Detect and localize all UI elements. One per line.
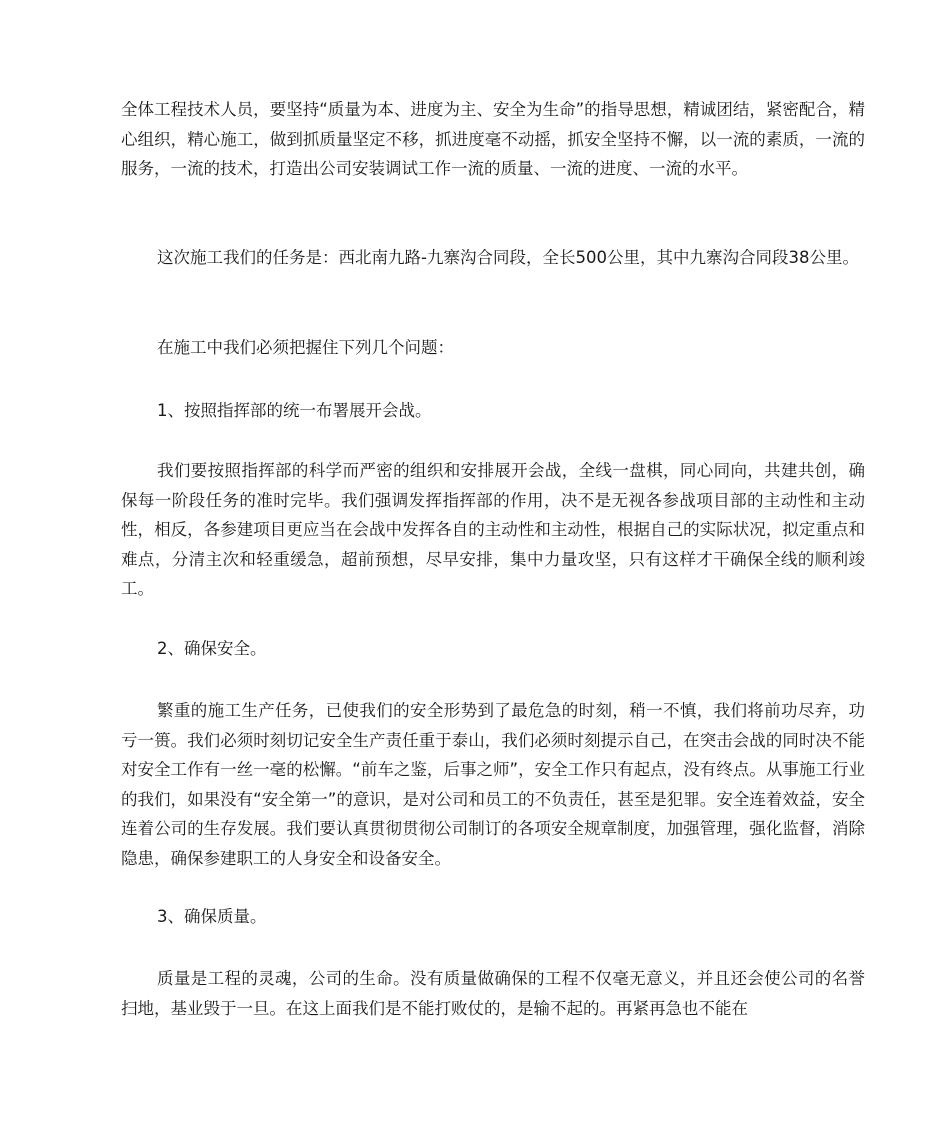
paragraph-unified-deployment: 我们要按照指挥部的科学而严密的组织和安排展开会战，全线一盘棋，同心同向，共建共创，确保每一阶段任务的准时完毕。我们强调发挥指挥部的作用，决不是无视各参战项目部的主动性和主动性，相反，各参建项目更应当在会战中发挥各自的主动性和主动性，根据自己的实际状况，拟定重点和难点，分清主次和轻重缓急，超前预想，尽早安排，集中力量攻坚，只有这样才干确保全线的顺利竣工。: [121, 461, 865, 598]
paragraph-task: 这次施工我们的任务是：西北南九路-九寨沟合同段，全长500公里，其中九寨沟合同段38公里。: [157, 248, 859, 267]
paragraph-safety: 繁重的施工生产任务，已使我们的安全形势到了最危急的时刻，稍一不慎，我们将前功尽弃，功亏一篑。我们必须时刻切记安全生产责任重于泰山，我们必须时刻提示自己，在突击会战的同时决不能对安全工作有一丝一毫的松懈。“前车之鉴，后事之师”，安全工作只有起点，没有终点。从事施工行业的我们，如果没有“安全第一”的意识，是对公司和员工的不负责任，甚至是犯罪。安全连着效益，安全连着公司的生存发展。我们要认真贯彻贯彻公司制订的各项安全规章制度，加强管理，强化监督，消除隐患，确保参建职工的人身安全和设备安全。: [121, 701, 865, 868]
paragraph-guiding-principle: 全体工程技术人员，要坚持“质量为本、进度为主、安全为生命”的指导思想，精诚团结，紧密配合，精心组织，精心施工，做到抓质量坚定不移，抓进度毫不动摇，抓安全坚持不懈，以一流的素质，一流的服务，一流的技术，打造出公司安装调试工作一流的质量、一流的进度、一流的水平。: [121, 100, 865, 178]
section-heading-3: 3、确保质量。: [157, 907, 267, 926]
paragraph-issues-intro: 在施工中我们必须把握住下列几个问题：: [157, 338, 454, 357]
paragraph-quality: 质量是工程的灵魂，公司的生命。没有质量做确保的工程不仅毫无意义，并且还会使公司的名誉扫地，基业毁于一旦。在这上面我们是不能打败仗的，是输不起的。再紧再急也不能在: [121, 969, 865, 1018]
section-heading-2: 2、确保安全。: [157, 639, 267, 658]
section-heading-1: 1、按照指挥部的统一布署展开会战。: [157, 401, 432, 420]
